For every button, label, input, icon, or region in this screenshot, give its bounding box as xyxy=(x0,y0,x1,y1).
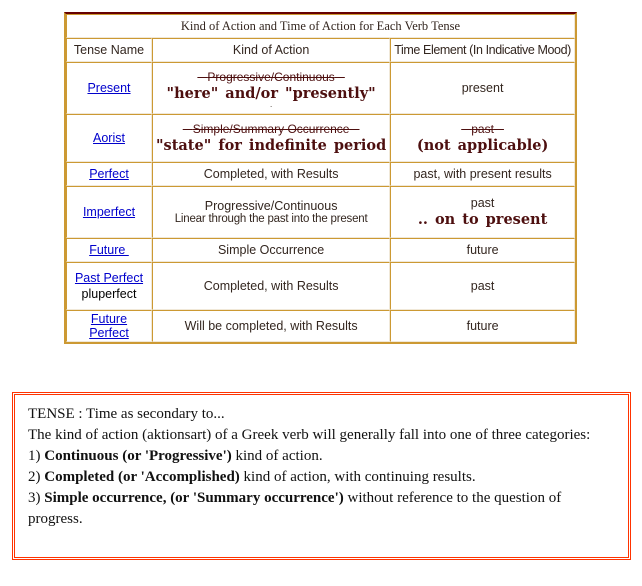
time-emphasis-text: .. on to present xyxy=(417,211,548,228)
time-strike-text: past xyxy=(471,122,494,136)
kind-cell xyxy=(152,162,390,186)
time-text: future xyxy=(466,319,499,333)
time-cell xyxy=(390,310,575,342)
kind-emphasis-text: "state" for indefinite period xyxy=(156,137,387,154)
note-line-tense: TENSE : Time as secondary to... xyxy=(28,406,225,422)
tense-link-aorist[interactable]: Aorist xyxy=(93,131,125,145)
note-item-simple xyxy=(28,488,615,530)
note-item-number: 2) xyxy=(28,469,45,485)
kind-cell xyxy=(152,186,390,238)
tense-cell xyxy=(66,310,152,342)
tense-link-future[interactable]: Future xyxy=(89,243,129,257)
col-header-tense-name: Tense Name xyxy=(66,38,152,62)
kind-text: Completed, with Results xyxy=(203,279,339,293)
title-row xyxy=(66,14,575,38)
tense-link-past-perfect[interactable]: Past Perfect xyxy=(74,271,144,285)
time-text: future xyxy=(466,243,499,257)
time-cell xyxy=(390,186,575,238)
tense-table-container xyxy=(64,12,577,344)
tense-link-imperfect[interactable]: Imperfect xyxy=(82,205,136,219)
note-line-intro: The kind of action (aktionsart) of a Greek verb will generally fall into one of three categories: xyxy=(28,427,591,443)
tense-link-perfect[interactable]: Perfect xyxy=(89,167,129,181)
tense-link-present[interactable]: Present xyxy=(87,81,131,95)
kind-strike-text: Simple/Summary Occurrence xyxy=(192,122,350,136)
kind-cell xyxy=(152,310,390,342)
time-cell xyxy=(390,238,575,262)
time-emphasis-text: (not applicable) xyxy=(416,137,549,154)
kind-text: Simple Occurrence xyxy=(217,243,325,257)
note-item-bold: Simple occurrence, (or 'Summary occurrence') xyxy=(44,490,344,506)
table-title: Kind of Action and Time of Action for Each Verb Tense xyxy=(66,14,575,38)
table-row-aorist xyxy=(66,114,575,162)
time-cell xyxy=(390,62,575,114)
kind-strike-text: Progressive/Continuous xyxy=(207,69,335,84)
note-item-completed xyxy=(28,467,615,488)
kind-text: Progressive/Continuous xyxy=(204,199,338,213)
note-item-number: 3) xyxy=(28,490,45,506)
kind-text: Will be completed, with Results xyxy=(184,319,358,333)
time-cell xyxy=(390,114,575,162)
col-header-kind-of-action: Kind of Action xyxy=(152,38,390,62)
time-text: past xyxy=(470,279,495,293)
tense-sub-label: pluperfect xyxy=(81,287,137,301)
table-row-future xyxy=(66,238,575,262)
header-row xyxy=(66,38,575,62)
table-row-past-perfect xyxy=(66,262,575,310)
note-item-rest: kind of action. xyxy=(231,448,323,464)
tense-cell xyxy=(66,62,152,114)
table-row-perfect xyxy=(66,162,575,186)
kind-text: Completed, with Results xyxy=(203,167,339,181)
table-row-present xyxy=(66,62,575,114)
kind-cell xyxy=(152,238,390,262)
kind-text-line2: Linear through the past into the present xyxy=(174,213,368,225)
time-text: past, with present results xyxy=(413,167,552,181)
time-cell xyxy=(390,262,575,310)
tense-cell xyxy=(66,114,152,162)
kind-cell xyxy=(152,62,390,114)
time-text: past xyxy=(470,196,495,210)
tense-cell xyxy=(66,162,152,186)
kind-cell xyxy=(152,262,390,310)
tense-cell xyxy=(66,262,152,310)
note-item-bold: Completed (or 'Accomplished) xyxy=(44,469,240,485)
note-item-continuous xyxy=(28,446,615,467)
table-row-future-perfect xyxy=(66,310,575,342)
stray-period: . xyxy=(270,99,273,109)
tense-cell xyxy=(66,186,152,238)
col-header-time-element: Time Element (In Indicative Mood) xyxy=(390,38,575,62)
tense-cell xyxy=(66,238,152,262)
note-item-rest: without reference to the question of progress. xyxy=(28,490,562,527)
kind-cell xyxy=(152,114,390,162)
note-item-rest: kind of action, with continuing results. xyxy=(239,469,476,485)
table-row-imperfect xyxy=(66,186,575,238)
time-text: present xyxy=(461,81,504,95)
kind-emphasis-text: "here" and/or "presently" xyxy=(166,84,376,102)
time-cell xyxy=(390,162,575,186)
note-item-number: 1) xyxy=(28,448,45,464)
tense-note-box xyxy=(12,392,631,560)
note-item-bold: Continuous (or 'Progressive') xyxy=(44,448,232,464)
tense-table xyxy=(64,12,577,344)
tense-link-future-perfect[interactable]: Future Perfect xyxy=(89,312,129,340)
